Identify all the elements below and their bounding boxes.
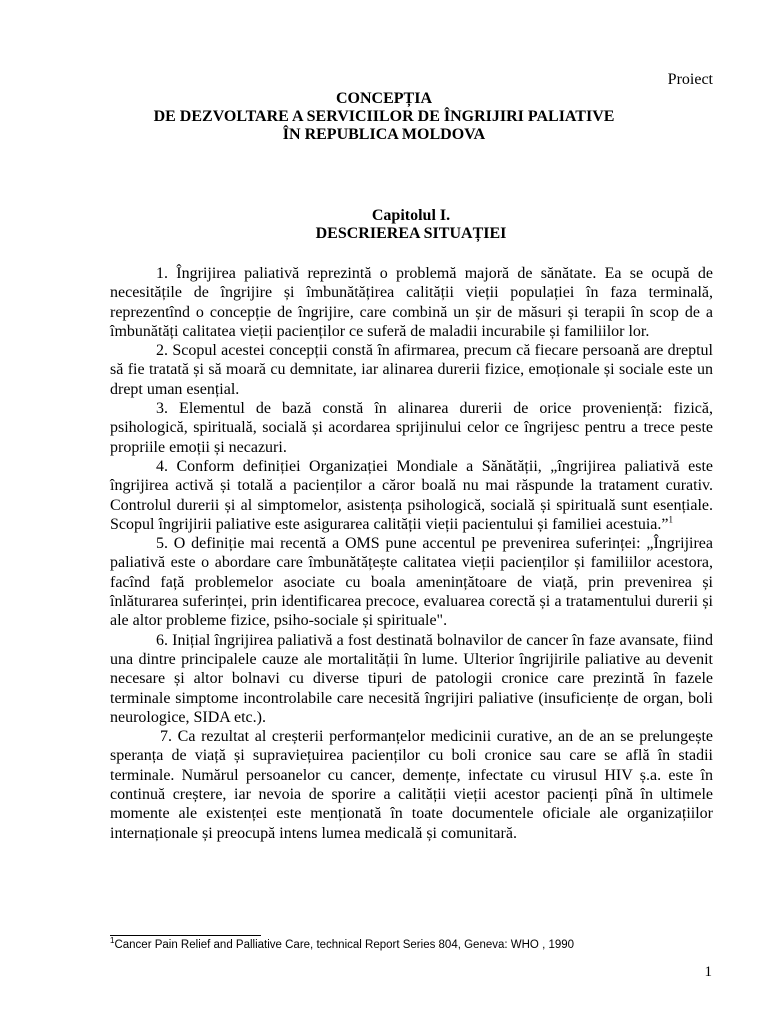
paragraph-6: 6. Inițial îngrijirea paliativă a fost destinată bolnavilor de cancer în faze avansate, fiind una dintre principalele cauze ale mortalității în lume. Ulterior îngrijirile paliative au devenit necesare și altor bolnavi cu diverse tipuri de patologii cronice care prezintă în fazele terminale simptome incontrolabile care necesită îngrijiri paliative (insuficiențe de organ, boli neurologice, SIDA etc.). xyxy=(110,631,713,726)
paragraph-4 xyxy=(110,457,713,534)
title-line-3: ÎN REPUBLICA MOLDOVA xyxy=(282,126,486,143)
footnote-reference[interactable]: 1 xyxy=(668,514,673,525)
paragraph-7: 7. Ca rezultat al creșterii performanțelor medicinii curative, an de an se prelungește speranța de viață și supraviețuirea pacienților cu boli cronice sau care se află în stadii terminale. Numărul persoanelor cu cancer, demențe, infectate cu virusul HIV ș.a. este în continuă creștere, iar nevoia de sporire a calității vieții acestor pacienți pînă în ultimele momente ale existenței este menționată în toate documentele oficiale ale organizațiilor internaționale și preocupă intens lumea medicală și comunitară. xyxy=(110,728,713,842)
paragraph-3: 3. Elementul de bază constă în alinarea durerii de orice proveniență: fizică, psihologică, spirituală, socială și acordarea sprijinului celor ce îngrijesc pentru a trece peste propriile emoții și necazuri. xyxy=(110,400,713,456)
paragraph-4-text: 4. Conform definiției Organizației Mondiale a Sănătății, „îngrijirea paliativă este îngrijirea activă și totală a pacienților a căror boală nu mai răspunde la tratament curativ. Controlul durerii și al simptomelor, asistența psihologică, socială și spirituală sunt esențiale. Scopul îngrijirii paliative este asigurarea calității vieții pacientului și familiei acestuia.” xyxy=(110,457,713,533)
body-text xyxy=(110,264,713,843)
paragraph-5: 5. O definiție mai recentă a OMS pune accentul pe prevenirea suferinței: „Îngrijirea paliativă este o abordare care îmbunătățește calitatea vieții pacienților și familiilor acestora, facînd față problemelor asociate cu boala amenințătoare de viață, prin prevenirea și înlăturarea suferinței, prin identificarea precoce, evaluarea corectă și a tratamentului durerii și ale altor probleme fizice, psiho-sociale și spirituale". xyxy=(110,535,713,630)
document-title xyxy=(0,90,768,144)
page-number: 1 xyxy=(704,964,712,980)
chapter-title: DESCRIEREA SITUAȚIEI xyxy=(315,225,507,242)
paragraph-2: 2. Scopul acestei concepții constă în afirmarea, precum că fiecare persoană are dreptul să fie tratată și să moară cu demnitate, iar alinarea durerii fizice, emoționale și sociale este un drept uman esențial. xyxy=(110,342,713,398)
footnote-text: Cancer Pain Relief and Palliative Care, technical Report Series 804, Geneva: WHO , 1990 xyxy=(114,939,575,951)
paragraph-1: 1. Îngrijirea paliativă reprezintă o problemă majoră de sănătate. Ea se ocupă de necesitățile de îngrijire și îmbunătățirea calității vieții populației în faza terminală, reprezentînd o concepție de îngrijire, care combină un șir de măsuri și terapii în scop de a îmbunătăți calitatea vieții pacienților ce suferă de maladii incurabile și familiilor lor. xyxy=(110,265,713,340)
footnote xyxy=(110,936,575,951)
chapter-heading xyxy=(0,207,768,243)
draft-label: Proiect xyxy=(667,71,713,88)
title-line-1: CONCEPȚIA xyxy=(335,90,432,107)
chapter-number: Capitolul I. xyxy=(371,207,451,224)
title-line-2: DE DEZVOLTARE A SERVICIILOR DE ÎNGRIJIRI PALIATIVE xyxy=(153,108,615,125)
footnote-marker: 1 xyxy=(110,936,115,946)
footnote-separator xyxy=(110,935,261,936)
